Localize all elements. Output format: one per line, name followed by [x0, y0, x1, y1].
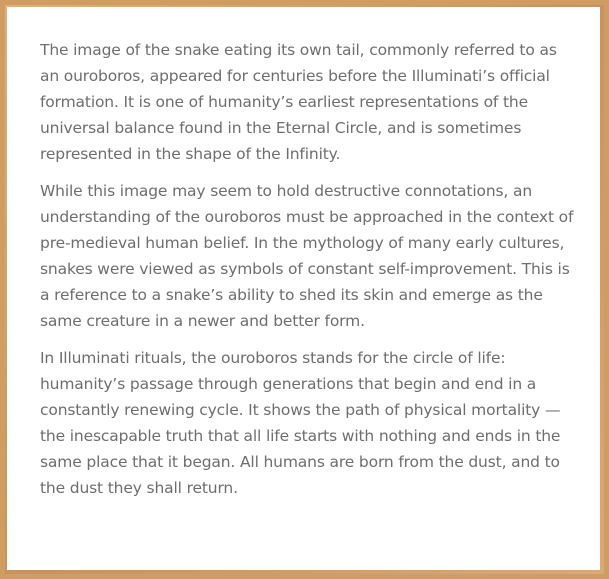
paragraph-illuminati-rituals: In Illuminati rituals, the ouroboros stands for the circle of life: humanity’s passage through generations that begin and end in a constantly renewing cycle. It shows the path of physical mortality — the inescapable truth that all life starts with nothing and ends in the same place that it began. All humans are born from the dust, and to the dust they shall return. — [40, 349, 561, 497]
text-panel — [7, 7, 600, 570]
paragraph-ouroboros-meaning: While this image may seem to hold destructive connotations, an understanding of the ouroboros must be approached in the context of pre-medieval human belief. In the mythology of many early cultures, snakes were viewed as symbols of constant self-improvement. This is a reference to a snake’s ability to shed its skin and emerge as the same creature in a newer and better form. — [40, 182, 574, 330]
paragraph-ouroboros-origin: The image of the snake eating its own tail, commonly referred to as an ouroboros, appeared for centuries before the Illuminati’s official formation. It is one of humanity’s earliest representations of the universal balance found in the Eternal Circle, and is sometimes represented in the shape of the Infinity. — [40, 41, 557, 163]
article-body — [40, 37, 580, 512]
